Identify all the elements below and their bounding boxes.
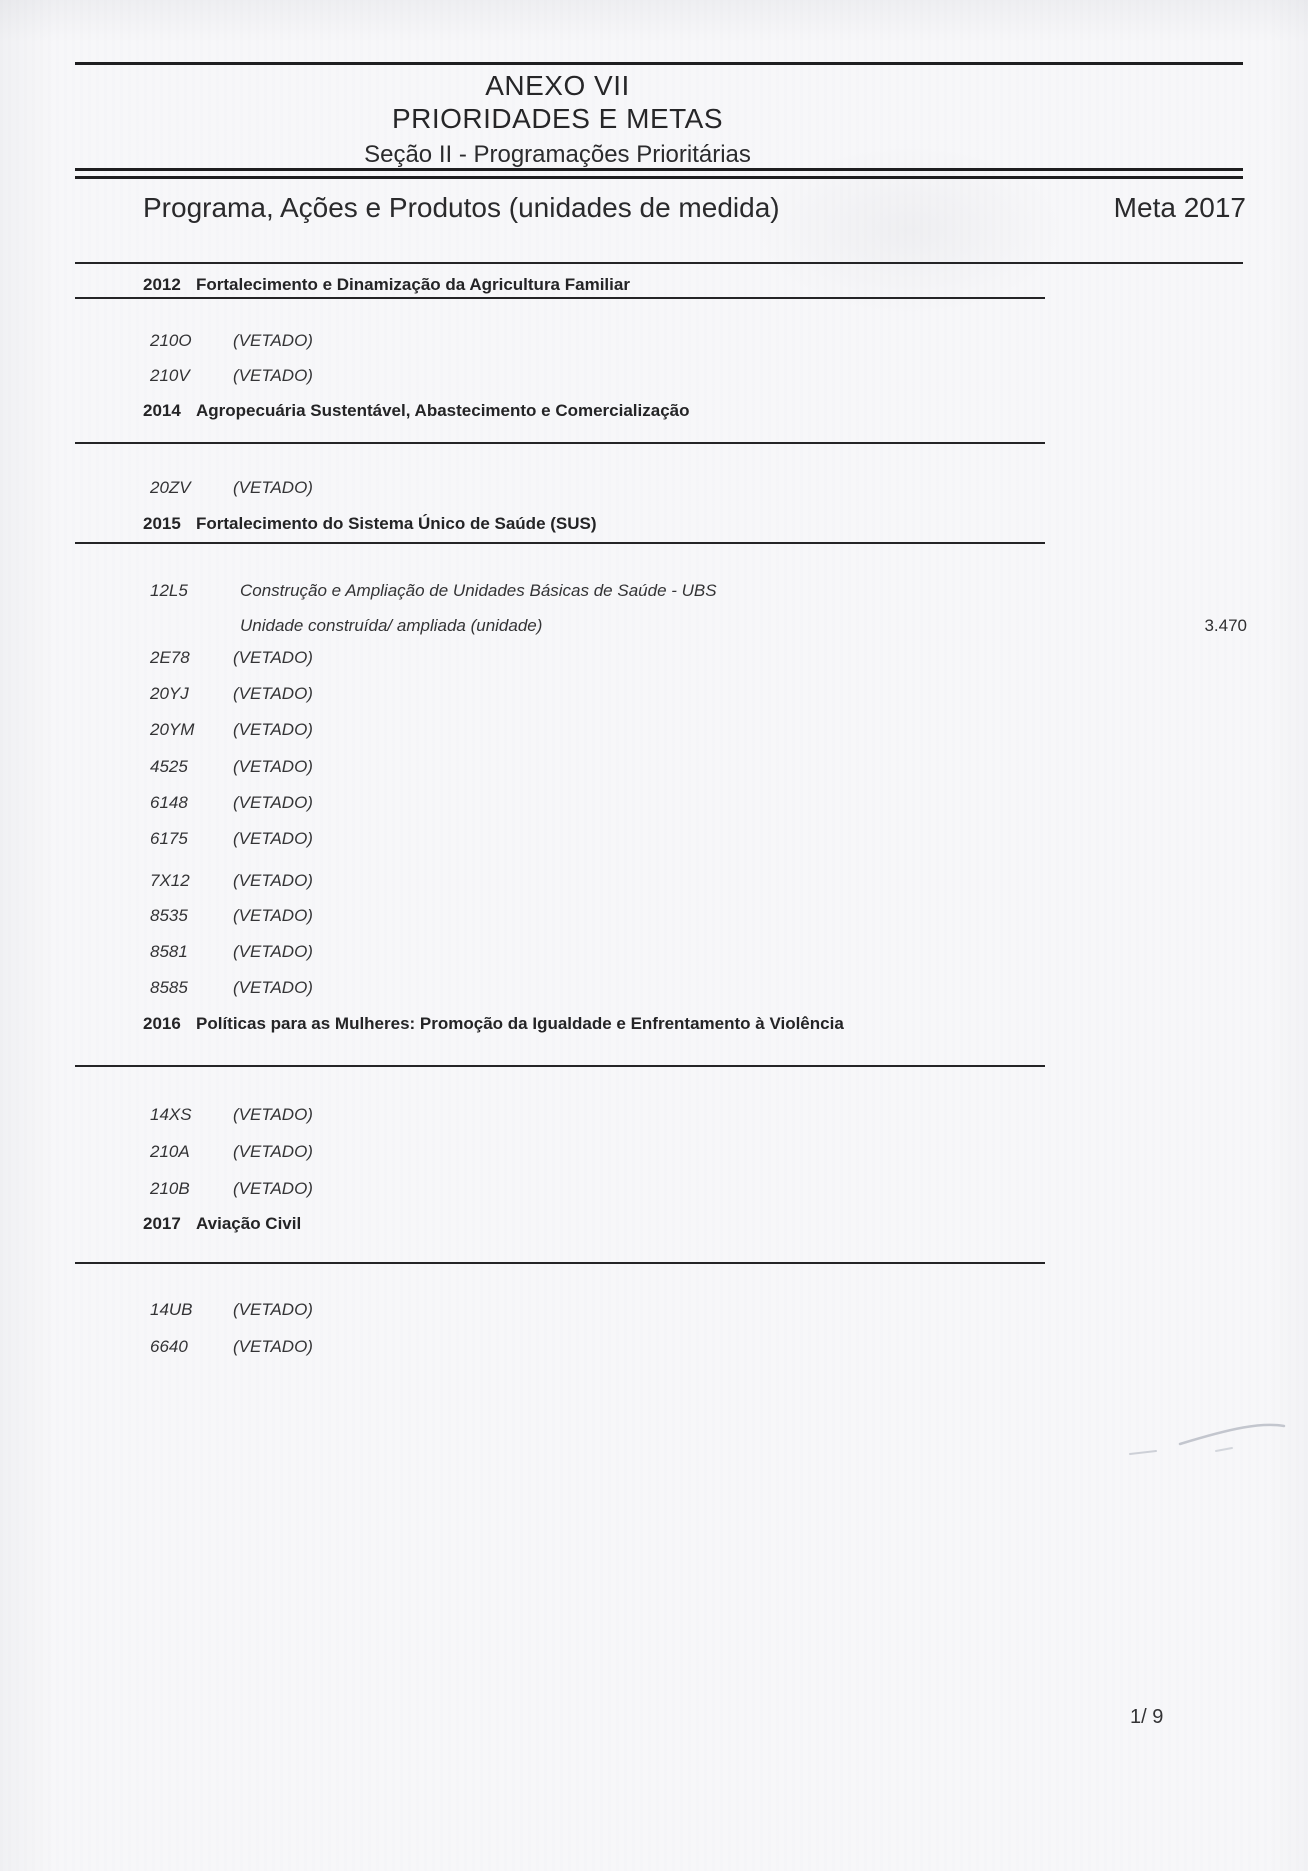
- action-code: 12L5: [150, 581, 188, 600]
- action-label: (VETADO): [233, 1105, 313, 1124]
- page-number: 1/ 9: [1130, 1706, 1164, 1728]
- action-row: [0, 648, 1308, 670]
- action-label: (VETADO): [233, 684, 313, 703]
- annex-title: ANEXO VII: [485, 70, 630, 101]
- action-code: 2E78: [150, 648, 190, 667]
- action-code: 4525: [150, 757, 188, 776]
- program-separator-rule: [75, 1262, 1045, 1264]
- action-code: 8581: [150, 942, 188, 961]
- program-title: Fortalecimento do Sistema Único de Saúde (SUS): [196, 514, 597, 533]
- action-label: (VETADO): [233, 478, 313, 497]
- action-code: 20ZV: [150, 478, 191, 497]
- action-code: 20YJ: [150, 684, 189, 703]
- action-row: [0, 720, 1308, 742]
- program-title: Aviação Civil: [196, 1214, 302, 1233]
- document-subtitle: PRIORIDADES E METAS: [391, 103, 724, 134]
- action-label: (VETADO): [233, 366, 313, 385]
- product-label: Unidade construída/ ampliada (unidade): [240, 616, 543, 635]
- program-row: [0, 1214, 1308, 1236]
- product-row: [0, 616, 1308, 638]
- program-separator-rule: [75, 442, 1045, 444]
- program-code: 2014: [143, 401, 181, 420]
- action-code: 8585: [150, 978, 188, 997]
- action-label: (VETADO): [233, 978, 313, 997]
- header-underline-rule: [75, 262, 1243, 264]
- action-row: [0, 871, 1308, 893]
- meta-value: 3.470: [1204, 616, 1247, 635]
- action-row: [0, 757, 1308, 779]
- program-code: 2012: [143, 275, 181, 294]
- program-separator-rule: [75, 1065, 1045, 1067]
- action-row: [0, 478, 1308, 500]
- action-label: (VETADO): [233, 1142, 313, 1161]
- action-label: (VETADO): [233, 331, 313, 350]
- program-row: [0, 275, 1308, 297]
- action-code: 210O: [150, 331, 192, 350]
- action-label: (VETADO): [233, 1300, 313, 1319]
- program-row: [0, 514, 1308, 536]
- action-code: 210V: [150, 366, 190, 385]
- action-label: (VETADO): [233, 648, 313, 667]
- action-label: (VETADO): [233, 906, 313, 925]
- action-label: (VETADO): [233, 942, 313, 961]
- table-header-left: Programa, Ações e Produtos (unidades de medida): [143, 192, 780, 223]
- action-code: 8535: [150, 906, 188, 925]
- action-label: (VETADO): [233, 757, 313, 776]
- action-row: [0, 1142, 1308, 1164]
- program-code: 2015: [143, 514, 181, 533]
- program-separator-rule: [75, 542, 1045, 544]
- action-row: [0, 581, 1308, 603]
- program-code: 2016: [143, 1014, 181, 1033]
- section-title: Seção II - Programações Prioritárias: [364, 141, 751, 168]
- program-code: 2017: [143, 1214, 181, 1233]
- program-separator-rule: [75, 297, 1045, 299]
- program-row: [0, 401, 1308, 423]
- action-code: 14UB: [150, 1300, 193, 1319]
- action-code: 210B: [150, 1179, 190, 1198]
- action-row: [0, 366, 1308, 388]
- pencil-mark-artifact: [1112, 1418, 1287, 1466]
- program-title: Agropecuária Sustentável, Abastecimento e Comercialização: [196, 401, 690, 420]
- action-row: [0, 684, 1308, 706]
- action-label: (VETADO): [233, 829, 313, 848]
- action-label: (VETADO): [233, 1179, 313, 1198]
- action-label: Construção e Ampliação de Unidades Básicas de Saúde - UBS: [240, 581, 717, 600]
- action-row: [0, 906, 1308, 928]
- action-row: [0, 942, 1308, 964]
- table-header-right: Meta 2017: [1113, 192, 1246, 223]
- action-label: (VETADO): [233, 871, 313, 890]
- action-row: [0, 793, 1308, 815]
- double-rule-bottom: [75, 176, 1243, 179]
- program-title: Fortalecimento e Dinamização da Agricultura Familiar: [196, 275, 630, 294]
- program-title: Políticas para as Mulheres: Promoção da Igualdade e Enfrentamento à Violência: [196, 1014, 844, 1033]
- action-row: [0, 1105, 1308, 1127]
- action-code: 6640: [150, 1337, 188, 1356]
- action-row: [0, 1337, 1308, 1359]
- action-code: 6148: [150, 793, 188, 812]
- double-rule-top: [75, 168, 1243, 171]
- program-row: [0, 1014, 1308, 1036]
- action-row: [0, 978, 1308, 1000]
- action-label: (VETADO): [233, 720, 313, 739]
- action-row: [0, 829, 1308, 851]
- action-label: (VETADO): [233, 1337, 313, 1356]
- action-code: 6175: [150, 829, 188, 848]
- action-code: 210A: [150, 1142, 190, 1161]
- action-row: [0, 1300, 1308, 1322]
- action-code: 14XS: [150, 1105, 192, 1124]
- action-code: 20YM: [150, 720, 195, 739]
- action-code: 7X12: [150, 871, 190, 890]
- action-label: (VETADO): [233, 793, 313, 812]
- top-rule: [75, 62, 1243, 65]
- action-row: [0, 331, 1308, 353]
- action-row: [0, 1179, 1308, 1201]
